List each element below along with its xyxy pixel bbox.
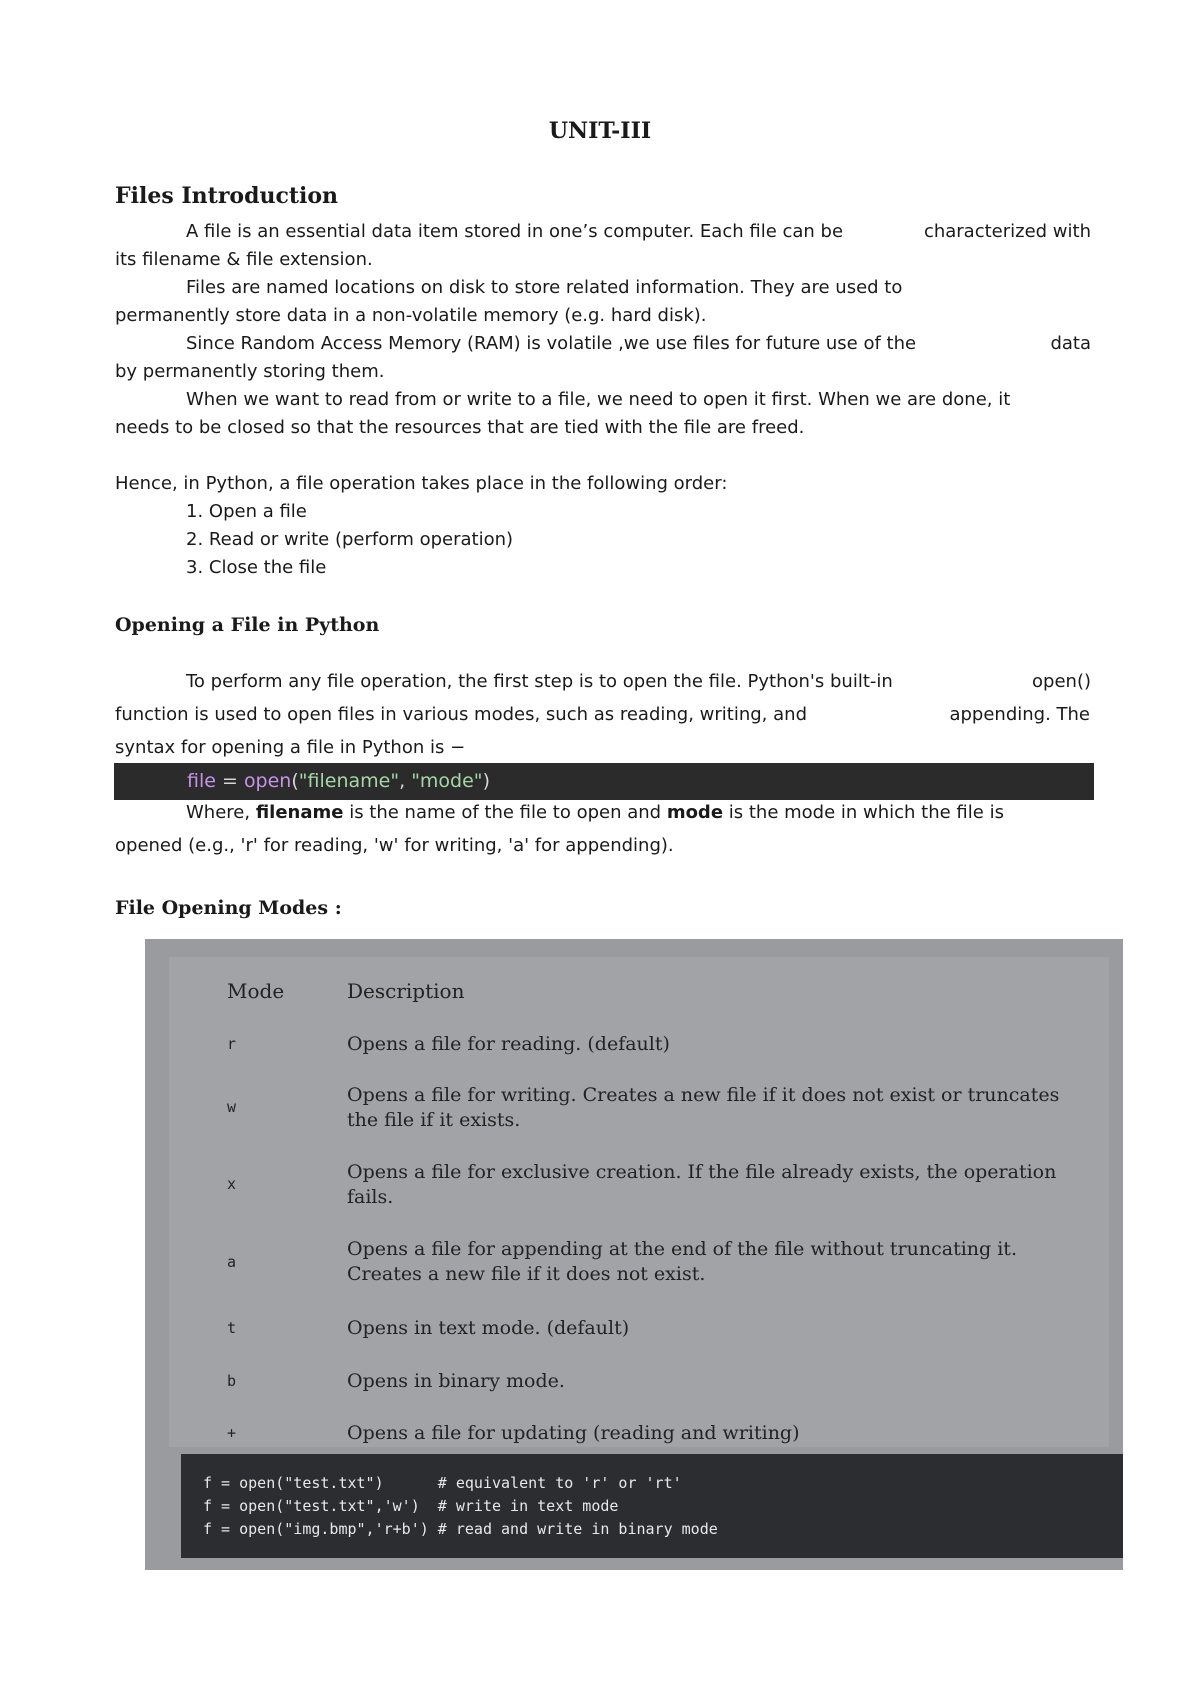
intro-p1-text: A file is an essential data item stored in one’s computer. Each file can be [186,221,844,242]
desc-cell-t: Opens in text mode. (default) [347,1317,630,1339]
opening-p-text-2-end: appending. The [949,704,1090,725]
where-mid: is the name of the file to open and [343,802,667,823]
desc-cell-w: Opens a file for writing. Creates a new file if it does not exist or truncates the file if it exists. [347,1084,1060,1131]
desc-cell-b: Opens in binary mode. [347,1370,565,1392]
mode-cell-t: t [227,1319,237,1337]
modes-code-example [181,1454,1123,1558]
mode-cell-b: b [227,1372,237,1390]
desc-cell-plus: Opens a file for updating (reading and writing) [347,1422,800,1444]
syntax-comma: , [399,770,412,792]
syntax-arg-filename: "filename" [298,770,400,792]
opening-file-heading: Opening a File in Python [115,614,380,636]
intro-p3-text-end: data [1050,333,1091,354]
intro-p3-text: Since Random Access Memory (RAM) is volatile ,we use files for future use of the [186,333,917,354]
opening-p-text: To perform any file operation, the first step is to open the file. Python's built-in [186,671,893,692]
file-opening-modes-heading: File Opening Modes : [115,897,342,919]
where-pre: Where, [186,802,256,823]
where-bold-mode: mode [666,802,724,823]
syntax-lparen: ( [291,770,299,792]
mode-cell-plus: + [227,1424,237,1442]
desc-cell-a: Opens a file for appending at the end of the file without truncating it. Creates a new file if it does not exist. [347,1238,1017,1285]
order-step-2: 2. Read or write (perform operation) [186,529,514,550]
mode-cell-x: x [227,1175,237,1193]
intro-paragraph-2-line-1: Files are named locations on disk to store related information. They are used to [186,277,903,298]
files-introduction-heading: Files Introduction [115,183,339,209]
syntax-eq: = [215,770,244,792]
operation-order-intro: Hence, in Python, a file operation takes place in the following order: [115,473,728,494]
file-modes-table-image [145,939,1123,1570]
opening-paragraph-line-1 [186,671,1091,692]
intro-paragraph-4-line-1: When we want to read from or write to a file, we need to open it first. When we are done, it [186,389,1011,410]
unit-title: UNIT-III [548,118,652,144]
opening-paragraph-line-3: syntax for opening a file in Python is − [115,737,466,758]
intro-paragraph-4-line-2: needs to be closed so that the resources that are tied with the file are freed. [115,417,805,438]
intro-p1-text-end: characterized with [923,221,1091,242]
where-post: is the mode in which the file is [723,802,1004,823]
mode-column-header: Mode [227,979,285,1003]
intro-paragraph-1-line-2: its filename & file extension. [115,249,373,270]
where-bold-filename: filename [255,802,344,823]
syntax-rparen: ) [482,770,490,792]
intro-paragraph-1-line-1 [186,221,1091,242]
mode-cell-w: w [227,1098,237,1116]
opening-p-text-end: open() [1032,671,1091,692]
syntax-code-bar [114,763,1094,800]
intro-paragraph-3-line-1 [186,333,1091,354]
mode-cell-a: a [227,1253,237,1271]
order-step-3: 3. Close the file [186,557,327,578]
syntax-fn: open [243,770,292,792]
syntax-var: file [187,770,216,792]
mode-cell-r: r [227,1035,237,1053]
syntax-arg-mode: "mode" [411,770,483,792]
description-column-header: Description [347,979,465,1003]
desc-cell-x: Opens a file for exclusive creation. If the file already exists, the operation fails. [347,1161,1057,1208]
opening-p-text-2: function is used to open files in various modes, such as reading, writing, and [115,704,807,725]
where-line-1 [186,802,1091,823]
syntax-code [187,770,490,792]
intro-paragraph-3-line-2: by permanently storing them. [115,361,385,382]
order-step-1: 1. Open a file [186,501,307,522]
code-example-line-2: f = open("test.txt",'w') # write in text mode [203,1497,619,1515]
code-example-line-1: f = open("test.txt") # equivalent to 'r' or 'rt' [203,1474,682,1492]
intro-paragraph-2-line-2: permanently store data in a non-volatile memory (e.g. hard disk). [115,305,707,326]
modes-table [169,957,1109,1447]
desc-cell-r: Opens a file for reading. (default) [347,1033,670,1055]
where-line-2: opened (e.g., 'r' for reading, 'w' for writing, 'a' for appending). [115,835,674,856]
opening-paragraph-line-2 [115,704,1090,725]
code-example-line-3: f = open("img.bmp",'r+b') # read and write in binary mode [203,1520,718,1538]
